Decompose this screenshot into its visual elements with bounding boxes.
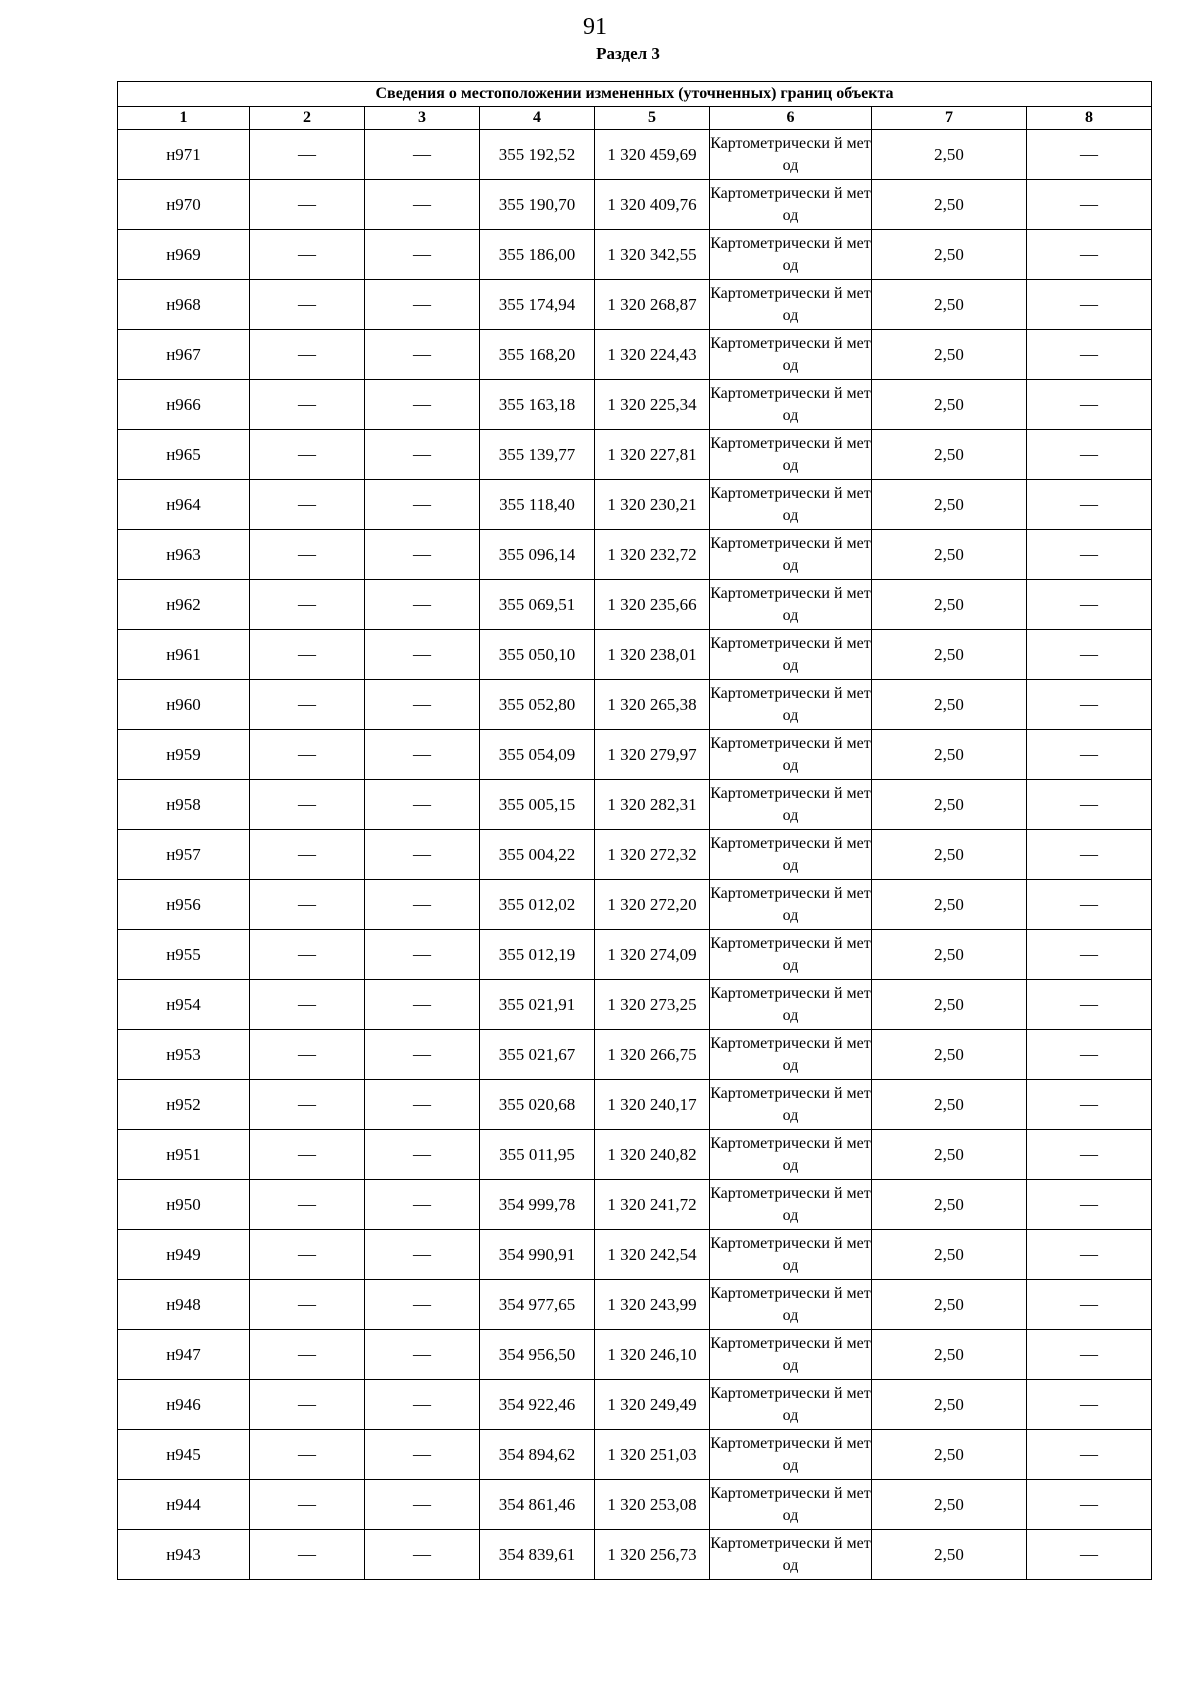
column-number: 4 bbox=[480, 107, 595, 130]
col-8-value-cell: — bbox=[1027, 980, 1152, 1030]
accuracy-cell: 2,50 bbox=[872, 380, 1027, 430]
col-3-value-cell: — bbox=[365, 380, 480, 430]
method-cell: Картометрически й метод bbox=[710, 680, 872, 730]
point-name-cell: н954 bbox=[118, 980, 250, 1030]
col-2-value-cell: — bbox=[250, 1230, 365, 1280]
col-8-value-cell: — bbox=[1027, 680, 1152, 730]
x-coordinate-cell: 355 096,14 bbox=[480, 530, 595, 580]
method-cell: Картометрически й метод bbox=[710, 880, 872, 930]
accuracy-cell: 2,50 bbox=[872, 1530, 1027, 1580]
col-8-value-cell: — bbox=[1027, 1130, 1152, 1180]
col-2-value-cell: — bbox=[250, 380, 365, 430]
col-2-value-cell: — bbox=[250, 1180, 365, 1230]
method-cell: Картометрически й метод bbox=[710, 830, 872, 880]
accuracy-cell: 2,50 bbox=[872, 1380, 1027, 1430]
table-row bbox=[118, 380, 1152, 430]
col-2-value-cell: — bbox=[250, 1430, 365, 1480]
col-8-value-cell: — bbox=[1027, 1530, 1152, 1580]
method-cell: Картометрически й метод bbox=[710, 730, 872, 780]
page-number: 91 bbox=[583, 14, 607, 40]
col-8-value-cell: — bbox=[1027, 380, 1152, 430]
point-name-cell: н959 bbox=[118, 730, 250, 780]
col-3-value-cell: — bbox=[365, 730, 480, 780]
x-coordinate-cell: 354 956,50 bbox=[480, 1330, 595, 1380]
col-8-value-cell: — bbox=[1027, 330, 1152, 380]
table-row bbox=[118, 1380, 1152, 1430]
method-cell: Картометрически й метод bbox=[710, 1530, 872, 1580]
x-coordinate-cell: 355 186,00 bbox=[480, 230, 595, 280]
col-2-value-cell: — bbox=[250, 230, 365, 280]
table-row bbox=[118, 1480, 1152, 1530]
x-coordinate-cell: 355 011,95 bbox=[480, 1130, 595, 1180]
y-coordinate-cell: 1 320 238,01 bbox=[595, 630, 710, 680]
col-8-value-cell: — bbox=[1027, 1380, 1152, 1430]
table-row bbox=[118, 180, 1152, 230]
y-coordinate-cell: 1 320 240,82 bbox=[595, 1130, 710, 1180]
accuracy-cell: 2,50 bbox=[872, 980, 1027, 1030]
col-3-value-cell: — bbox=[365, 1180, 480, 1230]
method-cell: Картометрически й метод bbox=[710, 1080, 872, 1130]
x-coordinate-cell: 355 168,20 bbox=[480, 330, 595, 380]
y-coordinate-cell: 1 320 279,97 bbox=[595, 730, 710, 780]
x-coordinate-cell: 355 139,77 bbox=[480, 430, 595, 480]
accuracy-cell: 2,50 bbox=[872, 1180, 1027, 1230]
col-8-value-cell: — bbox=[1027, 430, 1152, 480]
y-coordinate-cell: 1 320 272,32 bbox=[595, 830, 710, 880]
col-2-value-cell: — bbox=[250, 1280, 365, 1330]
col-3-value-cell: — bbox=[365, 1080, 480, 1130]
col-3-value-cell: — bbox=[365, 1130, 480, 1180]
col-2-value-cell: — bbox=[250, 1530, 365, 1580]
col-3-value-cell: — bbox=[365, 230, 480, 280]
accuracy-cell: 2,50 bbox=[872, 680, 1027, 730]
col-3-value-cell: — bbox=[365, 680, 480, 730]
x-coordinate-cell: 354 922,46 bbox=[480, 1380, 595, 1430]
point-name-cell: н952 bbox=[118, 1080, 250, 1130]
y-coordinate-cell: 1 320 235,66 bbox=[595, 580, 710, 630]
point-name-cell: н965 bbox=[118, 430, 250, 480]
y-coordinate-cell: 1 320 232,72 bbox=[595, 530, 710, 580]
x-coordinate-cell: 355 174,94 bbox=[480, 280, 595, 330]
col-3-value-cell: — bbox=[365, 830, 480, 880]
method-cell: Картометрически й метод bbox=[710, 1480, 872, 1530]
accuracy-cell: 2,50 bbox=[872, 480, 1027, 530]
accuracy-cell: 2,50 bbox=[872, 730, 1027, 780]
col-2-value-cell: — bbox=[250, 530, 365, 580]
point-name-cell: н956 bbox=[118, 880, 250, 930]
table-row bbox=[118, 330, 1152, 380]
accuracy-cell: 2,50 bbox=[872, 130, 1027, 180]
col-3-value-cell: — bbox=[365, 530, 480, 580]
col-2-value-cell: — bbox=[250, 1130, 365, 1180]
y-coordinate-cell: 1 320 272,20 bbox=[595, 880, 710, 930]
y-coordinate-cell: 1 320 342,55 bbox=[595, 230, 710, 280]
point-name-cell: н962 bbox=[118, 580, 250, 630]
col-3-value-cell: — bbox=[365, 480, 480, 530]
y-coordinate-cell: 1 320 242,54 bbox=[595, 1230, 710, 1280]
accuracy-cell: 2,50 bbox=[872, 430, 1027, 480]
col-8-value-cell: — bbox=[1027, 930, 1152, 980]
col-2-value-cell: — bbox=[250, 430, 365, 480]
coordinates-table bbox=[117, 81, 1152, 1580]
point-name-cell: н943 bbox=[118, 1530, 250, 1580]
method-cell: Картометрически й метод bbox=[710, 780, 872, 830]
col-3-value-cell: — bbox=[365, 130, 480, 180]
x-coordinate-cell: 354 977,65 bbox=[480, 1280, 595, 1330]
point-name-cell: н968 bbox=[118, 280, 250, 330]
x-coordinate-cell: 354 990,91 bbox=[480, 1230, 595, 1280]
x-coordinate-cell: 355 012,02 bbox=[480, 880, 595, 930]
table-row bbox=[118, 880, 1152, 930]
accuracy-cell: 2,50 bbox=[872, 1480, 1027, 1530]
table-row bbox=[118, 1530, 1152, 1580]
col-2-value-cell: — bbox=[250, 130, 365, 180]
x-coordinate-cell: 355 021,91 bbox=[480, 980, 595, 1030]
col-3-value-cell: — bbox=[365, 930, 480, 980]
accuracy-cell: 2,50 bbox=[872, 1030, 1027, 1080]
col-3-value-cell: — bbox=[365, 180, 480, 230]
y-coordinate-cell: 1 320 459,69 bbox=[595, 130, 710, 180]
x-coordinate-cell: 355 163,18 bbox=[480, 380, 595, 430]
accuracy-cell: 2,50 bbox=[872, 1430, 1027, 1480]
x-coordinate-cell: 354 999,78 bbox=[480, 1180, 595, 1230]
point-name-cell: н947 bbox=[118, 1330, 250, 1380]
col-3-value-cell: — bbox=[365, 1430, 480, 1480]
method-cell: Картометрически й метод bbox=[710, 130, 872, 180]
method-cell: Картометрически й метод bbox=[710, 530, 872, 580]
column-number: 7 bbox=[872, 107, 1027, 130]
y-coordinate-cell: 1 320 268,87 bbox=[595, 280, 710, 330]
point-name-cell: н961 bbox=[118, 630, 250, 680]
column-number: 1 bbox=[118, 107, 250, 130]
x-coordinate-cell: 355 190,70 bbox=[480, 180, 595, 230]
x-coordinate-cell: 355 118,40 bbox=[480, 480, 595, 530]
point-name-cell: н945 bbox=[118, 1430, 250, 1480]
y-coordinate-cell: 1 320 253,08 bbox=[595, 1480, 710, 1530]
method-cell: Картометрически й метод bbox=[710, 380, 872, 430]
method-cell: Картометрически й метод bbox=[710, 1280, 872, 1330]
method-cell: Картометрически й метод bbox=[710, 1230, 872, 1280]
accuracy-cell: 2,50 bbox=[872, 1230, 1027, 1280]
method-cell: Картометрически й метод bbox=[710, 180, 872, 230]
x-coordinate-cell: 354 861,46 bbox=[480, 1480, 595, 1530]
y-coordinate-cell: 1 320 240,17 bbox=[595, 1080, 710, 1130]
col-2-value-cell: — bbox=[250, 1480, 365, 1530]
accuracy-cell: 2,50 bbox=[872, 630, 1027, 680]
col-8-value-cell: — bbox=[1027, 1280, 1152, 1330]
col-2-value-cell: — bbox=[250, 630, 365, 680]
method-cell: Картометрически й метод bbox=[710, 280, 872, 330]
column-number: 2 bbox=[250, 107, 365, 130]
col-8-value-cell: — bbox=[1027, 530, 1152, 580]
table-row bbox=[118, 930, 1152, 980]
col-3-value-cell: — bbox=[365, 880, 480, 930]
point-name-cell: н960 bbox=[118, 680, 250, 730]
col-3-value-cell: — bbox=[365, 430, 480, 480]
y-coordinate-cell: 1 320 224,43 bbox=[595, 330, 710, 380]
y-coordinate-cell: 1 320 409,76 bbox=[595, 180, 710, 230]
table-row bbox=[118, 730, 1152, 780]
x-coordinate-cell: 355 005,15 bbox=[480, 780, 595, 830]
col-2-value-cell: — bbox=[250, 480, 365, 530]
table-body bbox=[118, 130, 1152, 1580]
y-coordinate-cell: 1 320 265,38 bbox=[595, 680, 710, 730]
table-row bbox=[118, 530, 1152, 580]
col-8-value-cell: — bbox=[1027, 880, 1152, 930]
point-name-cell: н963 bbox=[118, 530, 250, 580]
col-8-value-cell: — bbox=[1027, 130, 1152, 180]
accuracy-cell: 2,50 bbox=[872, 880, 1027, 930]
y-coordinate-cell: 1 320 243,99 bbox=[595, 1280, 710, 1330]
method-cell: Картометрически й метод bbox=[710, 1130, 872, 1180]
x-coordinate-cell: 355 012,19 bbox=[480, 930, 595, 980]
col-2-value-cell: — bbox=[250, 880, 365, 930]
accuracy-cell: 2,50 bbox=[872, 930, 1027, 980]
point-name-cell: н950 bbox=[118, 1180, 250, 1230]
col-3-value-cell: — bbox=[365, 630, 480, 680]
x-coordinate-cell: 354 839,61 bbox=[480, 1530, 595, 1580]
accuracy-cell: 2,50 bbox=[872, 1330, 1027, 1380]
y-coordinate-cell: 1 320 249,49 bbox=[595, 1380, 710, 1430]
method-cell: Картометрически й метод bbox=[710, 230, 872, 280]
table-row bbox=[118, 1280, 1152, 1330]
y-coordinate-cell: 1 320 227,81 bbox=[595, 430, 710, 480]
method-cell: Картометрически й метод bbox=[710, 1180, 872, 1230]
y-coordinate-cell: 1 320 225,34 bbox=[595, 380, 710, 430]
table-row bbox=[118, 130, 1152, 180]
table-row bbox=[118, 980, 1152, 1030]
y-coordinate-cell: 1 320 273,25 bbox=[595, 980, 710, 1030]
col-8-value-cell: — bbox=[1027, 1480, 1152, 1530]
y-coordinate-cell: 1 320 274,09 bbox=[595, 930, 710, 980]
point-name-cell: н957 bbox=[118, 830, 250, 880]
accuracy-cell: 2,50 bbox=[872, 1080, 1027, 1130]
col-3-value-cell: — bbox=[365, 280, 480, 330]
col-8-value-cell: — bbox=[1027, 480, 1152, 530]
col-8-value-cell: — bbox=[1027, 780, 1152, 830]
col-8-value-cell: — bbox=[1027, 630, 1152, 680]
col-3-value-cell: — bbox=[365, 780, 480, 830]
accuracy-cell: 2,50 bbox=[872, 1280, 1027, 1330]
table-caption-row bbox=[118, 82, 1152, 107]
method-cell: Картометрически й метод bbox=[710, 330, 872, 380]
y-coordinate-cell: 1 320 251,03 bbox=[595, 1430, 710, 1480]
table-row bbox=[118, 1080, 1152, 1130]
col-3-value-cell: — bbox=[365, 1380, 480, 1430]
method-cell: Картометрически й метод bbox=[710, 1330, 872, 1380]
col-2-value-cell: — bbox=[250, 680, 365, 730]
x-coordinate-cell: 354 894,62 bbox=[480, 1430, 595, 1480]
table-row bbox=[118, 230, 1152, 280]
col-2-value-cell: — bbox=[250, 1330, 365, 1380]
point-name-cell: н966 bbox=[118, 380, 250, 430]
method-cell: Картометрически й метод bbox=[710, 430, 872, 480]
x-coordinate-cell: 355 050,10 bbox=[480, 630, 595, 680]
col-8-value-cell: — bbox=[1027, 1430, 1152, 1480]
accuracy-cell: 2,50 bbox=[872, 180, 1027, 230]
col-2-value-cell: — bbox=[250, 930, 365, 980]
col-8-value-cell: — bbox=[1027, 730, 1152, 780]
point-name-cell: н951 bbox=[118, 1130, 250, 1180]
col-3-value-cell: — bbox=[365, 1280, 480, 1330]
col-2-value-cell: — bbox=[250, 280, 365, 330]
section-title: Раздел 3 bbox=[596, 44, 660, 63]
column-number: 3 bbox=[365, 107, 480, 130]
accuracy-cell: 2,50 bbox=[872, 1130, 1027, 1180]
table-row bbox=[118, 680, 1152, 730]
col-3-value-cell: — bbox=[365, 1480, 480, 1530]
table-row bbox=[118, 830, 1152, 880]
column-number-row bbox=[118, 107, 1152, 130]
method-cell: Картометрически й метод bbox=[710, 580, 872, 630]
col-2-value-cell: — bbox=[250, 580, 365, 630]
point-name-cell: н949 bbox=[118, 1230, 250, 1280]
y-coordinate-cell: 1 320 246,10 bbox=[595, 1330, 710, 1380]
accuracy-cell: 2,50 bbox=[872, 280, 1027, 330]
x-coordinate-cell: 355 021,67 bbox=[480, 1030, 595, 1080]
table-row bbox=[118, 1030, 1152, 1080]
table-row bbox=[118, 630, 1152, 680]
accuracy-cell: 2,50 bbox=[872, 830, 1027, 880]
method-cell: Картометрически й метод bbox=[710, 980, 872, 1030]
point-name-cell: н964 bbox=[118, 480, 250, 530]
table-row bbox=[118, 1330, 1152, 1380]
col-8-value-cell: — bbox=[1027, 180, 1152, 230]
point-name-cell: н970 bbox=[118, 180, 250, 230]
col-8-value-cell: — bbox=[1027, 230, 1152, 280]
table-row bbox=[118, 280, 1152, 330]
col-8-value-cell: — bbox=[1027, 1230, 1152, 1280]
point-name-cell: н967 bbox=[118, 330, 250, 380]
point-name-cell: н953 bbox=[118, 1030, 250, 1080]
col-3-value-cell: — bbox=[365, 980, 480, 1030]
accuracy-cell: 2,50 bbox=[872, 780, 1027, 830]
col-8-value-cell: — bbox=[1027, 580, 1152, 630]
col-8-value-cell: — bbox=[1027, 1030, 1152, 1080]
method-cell: Картометрически й метод bbox=[710, 1030, 872, 1080]
point-name-cell: н944 bbox=[118, 1480, 250, 1530]
accuracy-cell: 2,50 bbox=[872, 330, 1027, 380]
table-row bbox=[118, 480, 1152, 530]
col-2-value-cell: — bbox=[250, 780, 365, 830]
column-number: 5 bbox=[595, 107, 710, 130]
col-2-value-cell: — bbox=[250, 830, 365, 880]
method-cell: Картометрически й метод bbox=[710, 1380, 872, 1430]
column-number: 6 bbox=[710, 107, 872, 130]
col-3-value-cell: — bbox=[365, 1530, 480, 1580]
col-8-value-cell: — bbox=[1027, 280, 1152, 330]
y-coordinate-cell: 1 320 256,73 bbox=[595, 1530, 710, 1580]
x-coordinate-cell: 355 020,68 bbox=[480, 1080, 595, 1130]
point-name-cell: н971 bbox=[118, 130, 250, 180]
table-row bbox=[118, 1180, 1152, 1230]
method-cell: Картометрически й метод bbox=[710, 630, 872, 680]
point-name-cell: н955 bbox=[118, 930, 250, 980]
col-8-value-cell: — bbox=[1027, 1180, 1152, 1230]
col-3-value-cell: — bbox=[365, 1330, 480, 1380]
method-cell: Картометрически й метод bbox=[710, 930, 872, 980]
col-2-value-cell: — bbox=[250, 730, 365, 780]
col-3-value-cell: — bbox=[365, 1030, 480, 1080]
col-2-value-cell: — bbox=[250, 1030, 365, 1080]
accuracy-cell: 2,50 bbox=[872, 530, 1027, 580]
x-coordinate-cell: 355 052,80 bbox=[480, 680, 595, 730]
point-name-cell: н946 bbox=[118, 1380, 250, 1430]
point-name-cell: н948 bbox=[118, 1280, 250, 1330]
col-2-value-cell: — bbox=[250, 180, 365, 230]
y-coordinate-cell: 1 320 282,31 bbox=[595, 780, 710, 830]
col-8-value-cell: — bbox=[1027, 1330, 1152, 1380]
method-cell: Картометрически й метод bbox=[710, 480, 872, 530]
accuracy-cell: 2,50 bbox=[872, 230, 1027, 280]
col-3-value-cell: — bbox=[365, 580, 480, 630]
x-coordinate-cell: 355 054,09 bbox=[480, 730, 595, 780]
table-row bbox=[118, 1230, 1152, 1280]
table-row bbox=[118, 1430, 1152, 1480]
column-number: 8 bbox=[1027, 107, 1152, 130]
x-coordinate-cell: 355 004,22 bbox=[480, 830, 595, 880]
col-2-value-cell: — bbox=[250, 980, 365, 1030]
x-coordinate-cell: 355 192,52 bbox=[480, 130, 595, 180]
accuracy-cell: 2,50 bbox=[872, 580, 1027, 630]
table-caption: Сведения о местоположении измененных (уточненных) границ объекта bbox=[118, 82, 1152, 107]
point-name-cell: н969 bbox=[118, 230, 250, 280]
col-8-value-cell: — bbox=[1027, 830, 1152, 880]
col-3-value-cell: — bbox=[365, 330, 480, 380]
x-coordinate-cell: 355 069,51 bbox=[480, 580, 595, 630]
col-2-value-cell: — bbox=[250, 1380, 365, 1430]
method-cell: Картометрически й метод bbox=[710, 1430, 872, 1480]
point-name-cell: н958 bbox=[118, 780, 250, 830]
col-2-value-cell: — bbox=[250, 330, 365, 380]
y-coordinate-cell: 1 320 266,75 bbox=[595, 1030, 710, 1080]
table-row bbox=[118, 780, 1152, 830]
table-row bbox=[118, 1130, 1152, 1180]
table-row bbox=[118, 430, 1152, 480]
col-3-value-cell: — bbox=[365, 1230, 480, 1280]
table-row bbox=[118, 580, 1152, 630]
y-coordinate-cell: 1 320 241,72 bbox=[595, 1180, 710, 1230]
col-8-value-cell: — bbox=[1027, 1080, 1152, 1130]
col-2-value-cell: — bbox=[250, 1080, 365, 1130]
y-coordinate-cell: 1 320 230,21 bbox=[595, 480, 710, 530]
